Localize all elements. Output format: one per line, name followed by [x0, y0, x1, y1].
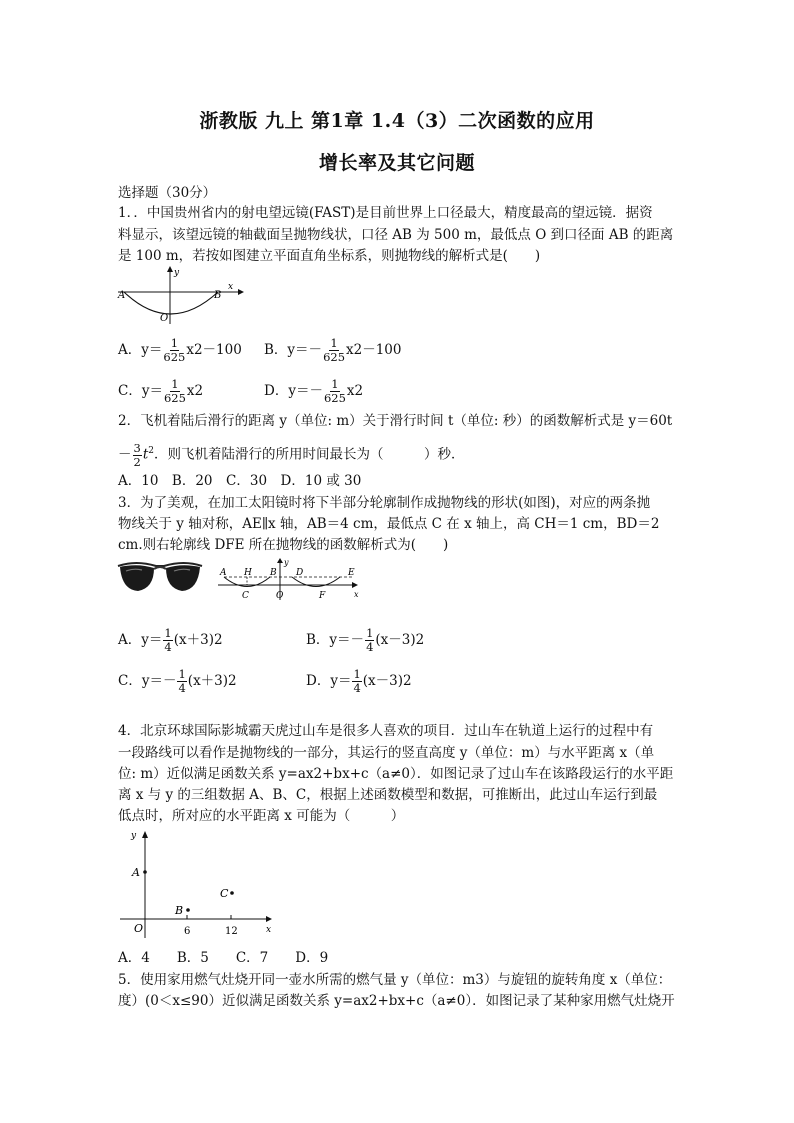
q3-text-line1: 3．为了美观，在加工太阳镜时将下半部分轮廓制作成抛物线的形状(如图)，对应的两条抛: [118, 495, 651, 511]
q2-text-line1: 2．飞机着陆后滑行的距离 y（单位: m）关于滑行时间 t（单位: 秒）的函数解析式是 y＝60t: [118, 413, 673, 429]
q4-label-a: A: [132, 866, 140, 879]
q3-label-c: C: [242, 591, 249, 601]
q1-text-line2: 料显示，该望远镜的轴截面呈抛物线状，口径 AB 为 500 m，最低点 O 到口径面 AB 的距离: [118, 227, 674, 243]
q2-text-line2: － $\frac{3}{2}$ $t^2$．则飞机着陆滑行的所用时间最长为（ ）秒．: [118, 440, 465, 469]
q3-label-f: F: [319, 591, 326, 601]
q4-label-c: C: [220, 887, 229, 900]
q3-option-d: D．y＝ $\frac{1}{4}$ (x－3)2: [306, 667, 412, 695]
q3-option-a: A．y＝ $\frac{1}{4}$ (x＋3)2: [118, 626, 223, 654]
q3-text-line2: 物线关于 y 轴对称，AE∥x 轴，AB＝4 cm，最低点 C 在 x 轴上，高 CH＝1 cm，BD＝2: [118, 516, 660, 532]
q5-text-line1: 5．使用家用燃气灶烧开同一壶水所需的燃气量 y（单位：m3）与旋钮的旋转角度 x（单位：: [118, 972, 672, 988]
q4-label-y: y: [131, 831, 137, 841]
q5-text-line2: 度）(0＜x≤90）近似满足函数关系 y=ax2+bx+c（a≠0）．如图记录了某种家用燃气灶烧开: [118, 993, 675, 1009]
q4-label-b: B: [175, 904, 184, 917]
q1-option-a: A．y＝ $\frac{1}{625}$ x2－100: [118, 336, 242, 364]
q3-label-b: B: [270, 568, 277, 578]
q1-text-line3: 是 100 m，若按如图建立平面直角坐标系，则抛物线的解析式是( ): [118, 248, 541, 264]
section-header: 选择题（30分）: [118, 185, 217, 201]
q1-option-c: C．y＝ $\frac{1}{625}$ x2: [118, 377, 204, 405]
q3-text-line3: cm.则右轮廓线 DFE 所在抛物线的函数解析式为( ): [118, 537, 449, 553]
q1-option-d: D．y＝－ $\frac{1}{625}$ x2: [264, 377, 364, 405]
q4-text-line3: 位: m）近似满足函数关系 y=ax2+bx+c（a≠0）．如图记录了过山车在该路段运行的水平距: [118, 766, 674, 782]
q4-point-c: [230, 891, 234, 895]
q3-option-b: B．y＝－ $\frac{1}{4}$ (x－3)2: [306, 626, 425, 654]
q4-text-line1: 4．北京环球国际影城霸天虎过山车是很多人喜欢的项目．过山车在轨道上运行的过程中有: [118, 723, 654, 739]
q4-label-x: x: [266, 925, 272, 935]
q1-option-b: B．y＝－ $\frac{1}{625}$ x2－100: [264, 336, 402, 364]
q4-text-line4: 离 x 与 y 的三组数据 A、B、C，根据上述函数模型和数据，可推断出，此过山车运行到最: [118, 787, 658, 803]
q4-point-a: [143, 870, 147, 874]
q4-tick-6: 6: [184, 926, 191, 937]
q3-label-x: x: [354, 590, 359, 599]
q3-option-c: C．y＝－ $\frac{1}{4}$ (x＋3)2: [118, 667, 237, 695]
title-line-1: 浙教版 九上 第1章 1.4（3）二次函数的应用: [199, 110, 595, 132]
q2-options: A．10 B．20 C．30 D．10 或 30: [118, 473, 362, 489]
q1-text-line1: 1．．中国贵州省内的射电望远镜(FAST)是目前世界上口径最大，精度最高的望远镜．据资: [118, 205, 653, 221]
q3-label-e: E: [348, 568, 355, 578]
title-line-2: 增长率及其它问题: [318, 152, 475, 174]
q3-label-y: y: [284, 558, 289, 567]
q1-label-x: x: [228, 282, 234, 292]
q3-label-o: O: [276, 591, 284, 601]
q1-label-b: B: [214, 290, 222, 301]
q4-options: A．4 B．5 C．7 D．9: [118, 950, 329, 966]
q1-parabola-figure: [116, 264, 246, 326]
sunglasses-picture: [116, 558, 204, 598]
q3-parabola-figure: [214, 558, 364, 602]
q4-tick-12: 12: [225, 926, 238, 937]
q4-text-line2: 一段路线可以看作是抛物线的一部分，其运行的竖直高度 y（单位：m）与水平距离 x（单: [118, 745, 655, 761]
q3-label-d: D: [296, 568, 304, 578]
q1-parabola-curve: [124, 292, 218, 314]
q4-point-b: [186, 908, 190, 912]
q3-label-a: A: [220, 568, 227, 578]
q4-text-line5: 低点时，所对应的水平距离 x 可能为（ ）: [118, 808, 405, 824]
q1-label-y: y: [174, 268, 180, 278]
q4-label-o: O: [134, 922, 144, 935]
q4-scatter-figure: [116, 828, 280, 940]
q1-label-a: A: [118, 290, 126, 301]
q1-label-o: O: [160, 313, 169, 324]
q3-label-h: H: [244, 568, 252, 578]
